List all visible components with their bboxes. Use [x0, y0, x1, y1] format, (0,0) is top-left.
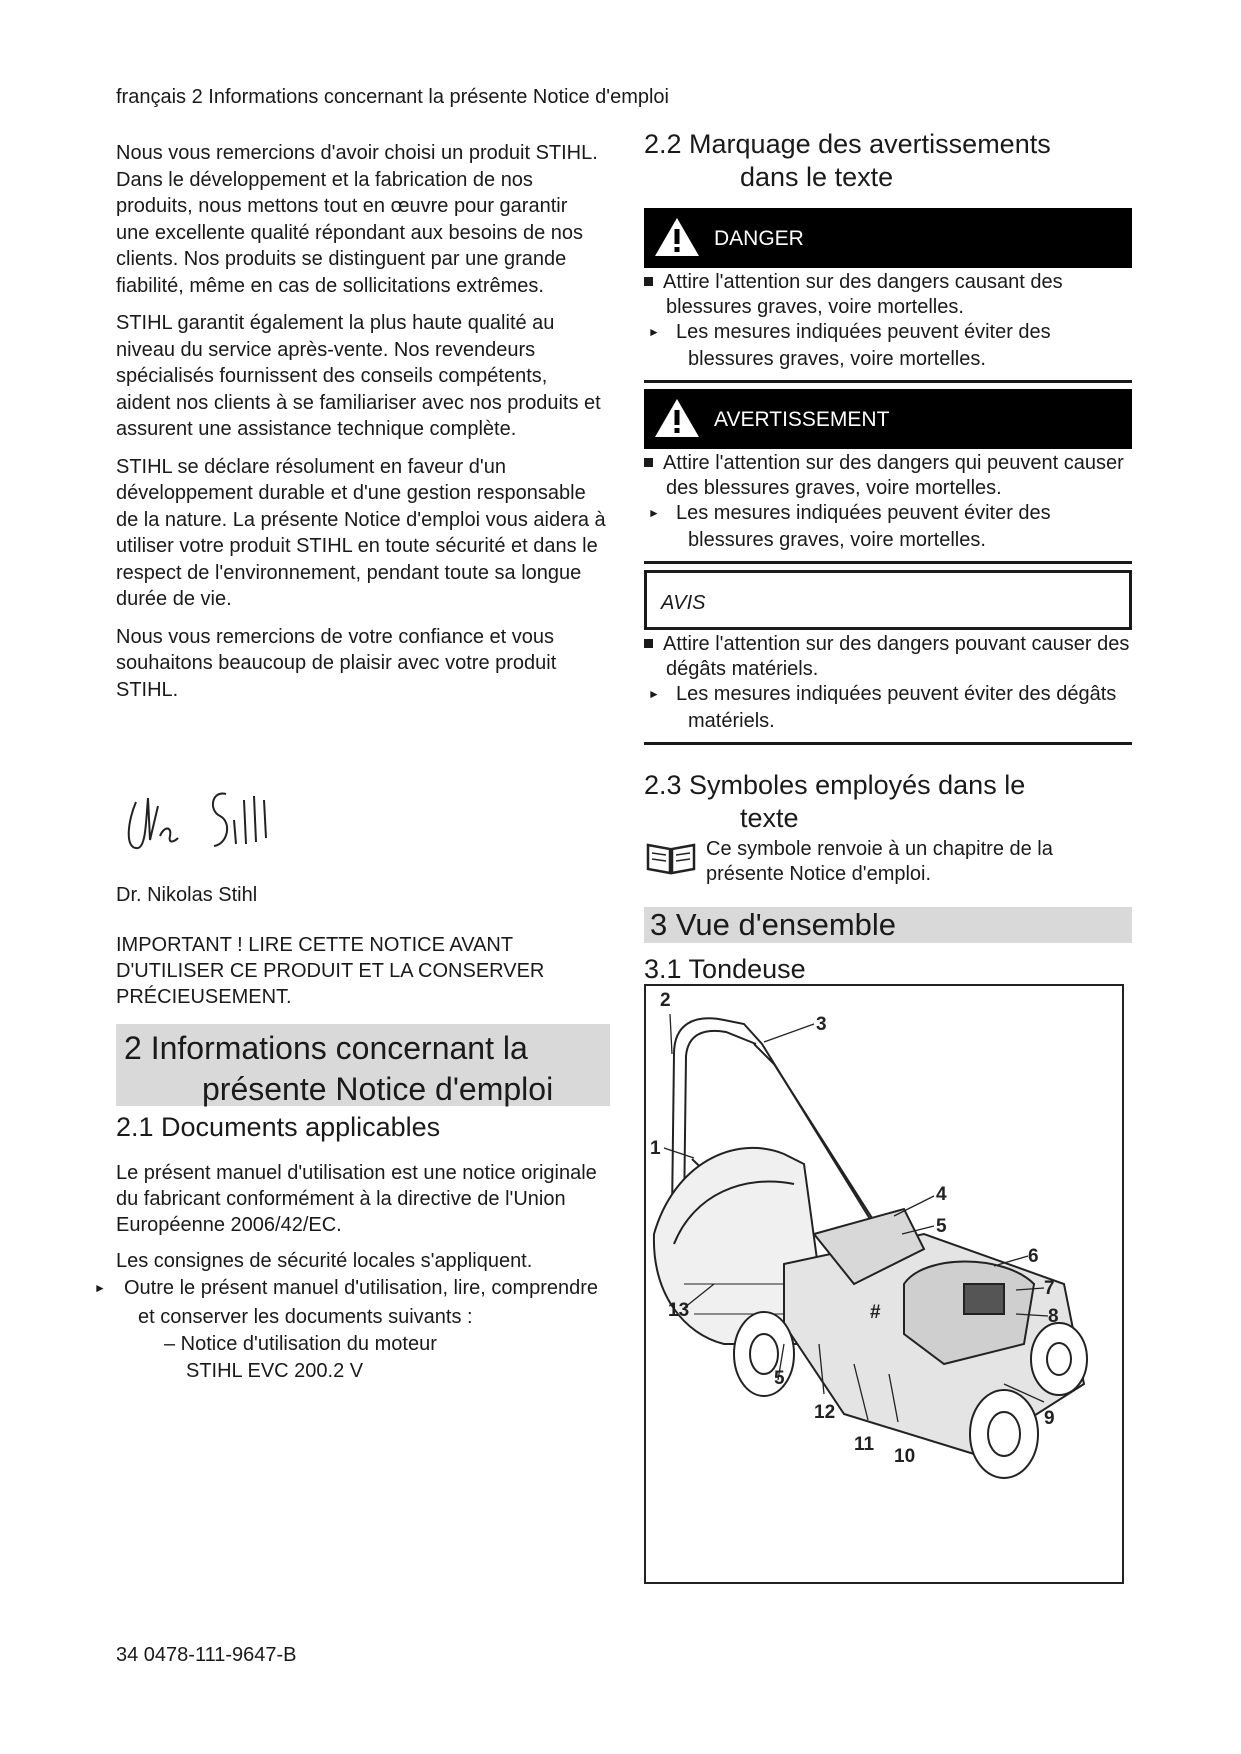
- section-2-1-list: Les consignes de sécurité locales s'appliquent. ► Outre le présent manuel d'utilisation, lire, comprendre et conserver les documents suivants : – Notice d'utilisation du moteur STIHL EVC 200.2 V: [116, 1248, 616, 1385]
- wheel-front-left: [970, 1390, 1038, 1478]
- notice-label: AVIS: [661, 592, 706, 614]
- wheel-rear-left: [734, 1312, 794, 1396]
- square-bullet-icon: [644, 277, 653, 286]
- danger-box: [644, 208, 1132, 268]
- callout-label: 4: [936, 1184, 947, 1205]
- callout-label: 13: [668, 1300, 690, 1321]
- callout-label: 11: [854, 1434, 875, 1455]
- signature-image: [116, 780, 286, 860]
- warning-label: AVERTISSEMENT: [714, 408, 890, 431]
- running-header: français 2 Informations concernant la présente Notice d'emploi: [116, 86, 669, 108]
- local-rules-text: Les consignes de sécurité locales s'appliquent.: [116, 1250, 533, 1272]
- callout-label: 2: [660, 990, 671, 1011]
- divider: [644, 742, 1132, 745]
- warning-box: [644, 389, 1132, 449]
- callout-label: 5: [774, 1368, 785, 1389]
- callout-label: #: [870, 1302, 881, 1323]
- wheel-front-right: [1031, 1323, 1087, 1395]
- section-2-1-heading: 2.1 Documents applicables: [116, 1112, 441, 1142]
- book-icon: [646, 841, 696, 875]
- callout-label: 10: [894, 1446, 916, 1467]
- intro-paragraph: Nous vous remercions de votre confiance et vous souhaitons beaucoup de plaisir avec votre produit STIHL.: [116, 625, 557, 701]
- document-item-model: STIHL EVC 200.2 V: [186, 1360, 364, 1382]
- danger-label: DANGER: [714, 227, 804, 250]
- section-2-1-paragraph: Le présent manuel d'utilisation est une notice originale du fabricant conformément à la directive de l'Union Européenne 2006/42/EC.: [116, 1162, 597, 1236]
- divider: [644, 380, 1132, 383]
- notice-box: [644, 570, 1132, 630]
- intro-paragraph: STIHL se déclare résolument en faveur d'un développement durable et d'une gestion responsable de la nature. La présente Notice d'emploi vous aidera à utiliser votre produit STIHL en toute sécurité et dans le respect de l'environnement, pendant toute sa longue durée de vie.: [116, 455, 606, 610]
- intro-paragraph: Nous vous remercions d'avoir choisi un produit STIHL. Dans le développement et la fabrication de nos produits, nous mettons tout en œuvre pour garantir une excellente qualité répondant aux besoins de nos clients. Nos produits se distinguent par une grande fiabilité, même en cas de sollicitations extrêmes.: [116, 142, 598, 297]
- square-bullet-icon: [644, 458, 653, 467]
- engine-label: [964, 1284, 1004, 1314]
- important-notice: IMPORTANT ! LIRE CETTE NOTICE AVANT D'UTILISER CE PRODUIT ET LA CONSERVER PRÉCIEUSEMENT.: [116, 934, 545, 1008]
- callout-label: 9: [1044, 1408, 1055, 1429]
- warning-triangle-icon: [654, 397, 700, 439]
- callout-label: 12: [814, 1402, 836, 1423]
- right-column: 2.2 Marquage des avertissements dans le texte DANGER Attire l'attention sur des dangers causant des blessures graves, voire mortelles. ► Les mesures indiquées peuvent éviter des blessures graves, voire mortelles. AVERTISSEMENT Attire l'attention sur des dangers qui peuvent causer des blessures graves, voire mortelles. ► Les mesures indiquées peuvent éviter des blessures graves, voire mortelles. AVIS Attire l'attention sur des dangers pouvant causer des dégâts matériels. ► Les mesures indiquées peuvent éviter des dégâts matériels. 2.3 Symboles employés dans le texte Ce symbole renvoie à un chapitre de la présente Notice d'emploi. 3 Vue d'ensemble 3.1 Tondeuse: [644, 128, 1132, 986]
- callout-label: 1: [650, 1138, 661, 1159]
- page-footer-code: 34 0478-111-9647-B: [116, 1644, 297, 1666]
- square-bullet-icon: [644, 639, 653, 648]
- intro-text: [116, 140, 606, 714]
- callout-label: 6: [1028, 1246, 1039, 1267]
- section-2-2-heading: 2.2 Marquage des avertissements dans le texte: [644, 129, 1051, 192]
- callout-label: 5: [936, 1216, 947, 1237]
- callout-label: 3: [816, 1014, 827, 1035]
- callout-label: 8: [1048, 1306, 1059, 1327]
- signature-name: Dr. Nikolas Stihl: [116, 884, 258, 906]
- section-2-3-heading: 2.3 Symboles employés dans le texte: [644, 770, 1026, 833]
- document-item: – Notice d'utilisation du moteur: [164, 1333, 437, 1355]
- section-2-heading: 2 Informations concernant la présente Notice d'emploi: [116, 1024, 610, 1106]
- warning-triangle-icon: [654, 216, 700, 258]
- divider: [644, 561, 1132, 564]
- mower-figure: [644, 984, 1124, 1584]
- book-symbol-row: Ce symbole renvoie à un chapitre de la présente Notice d'emploi.: [644, 837, 1132, 887]
- section-3-heading: 3 Vue d'ensemble: [644, 907, 1132, 943]
- callout-label: 7: [1044, 1278, 1055, 1299]
- intro-paragraph: STIHL garantit également la plus haute qualité au niveau du service après-vente. Nos revendeurs spécialisés fournissent des conseils compétents, aident nos clients à se familiariser avec nos produits et assurent une assistance technique complète.: [116, 312, 601, 440]
- section-3-1-heading: 3.1 Tondeuse: [644, 954, 806, 984]
